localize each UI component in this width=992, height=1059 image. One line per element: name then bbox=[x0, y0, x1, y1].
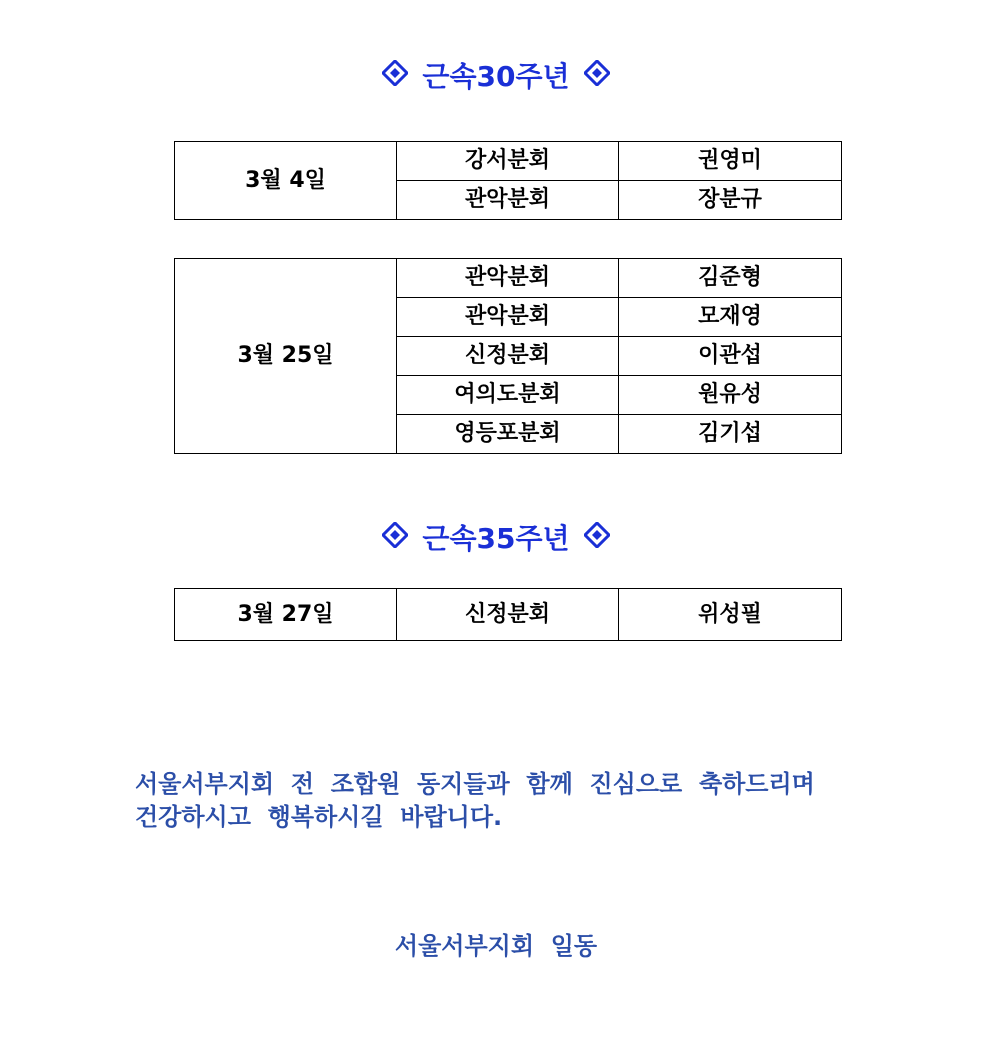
diamond-bullet-icon bbox=[382, 57, 408, 97]
name-cell: 모재영 bbox=[619, 298, 842, 337]
heading-30-title: 근속30주년 bbox=[422, 60, 570, 93]
heading-30-years bbox=[0, 56, 992, 97]
congratulation-message bbox=[135, 768, 895, 834]
name-cell: 원유성 bbox=[619, 376, 842, 415]
diamond-bullet-icon bbox=[382, 519, 408, 559]
branch-cell: 신정분회 bbox=[397, 589, 619, 641]
branch-cell: 신정분회 bbox=[397, 337, 619, 376]
branch-cell: 관악분회 bbox=[397, 259, 619, 298]
date-cell: 3월 4일 bbox=[175, 142, 397, 220]
branch-cell: 여의도분회 bbox=[397, 376, 619, 415]
name-cell: 김준형 bbox=[619, 259, 842, 298]
date-cell: 3월 27일 bbox=[175, 589, 397, 641]
heading-35-title: 근속35주년 bbox=[422, 522, 570, 555]
branch-cell: 관악분회 bbox=[397, 298, 619, 337]
table-row bbox=[175, 589, 842, 641]
award-table-mar-25 bbox=[174, 258, 842, 454]
diamond-bullet-icon bbox=[584, 519, 610, 559]
name-cell: 김기섭 bbox=[619, 415, 842, 454]
name-cell: 장분규 bbox=[619, 181, 842, 220]
table-row bbox=[175, 142, 842, 181]
award-table-mar-27 bbox=[174, 588, 842, 641]
name-cell: 권영미 bbox=[619, 142, 842, 181]
signature: 서울서부지회 일동 bbox=[394, 932, 598, 960]
award-table-mar-4 bbox=[174, 141, 842, 220]
message-line-1: 서울서부지회 전 조합원 동지들과 함께 진심으로 축하드리며 bbox=[135, 770, 815, 798]
name-cell: 이관섭 bbox=[619, 337, 842, 376]
diamond-bullet-icon bbox=[584, 57, 610, 97]
branch-cell: 강서분회 bbox=[397, 142, 619, 181]
name-cell: 위성필 bbox=[619, 589, 842, 641]
message-line-2: 건강하시고 행복하시길 바랍니다. bbox=[135, 803, 503, 831]
table-row bbox=[175, 259, 842, 298]
heading-35-years bbox=[0, 518, 992, 559]
date-cell: 3월 25일 bbox=[175, 259, 397, 454]
branch-cell: 영등포분회 bbox=[397, 415, 619, 454]
branch-cell: 관악분회 bbox=[397, 181, 619, 220]
